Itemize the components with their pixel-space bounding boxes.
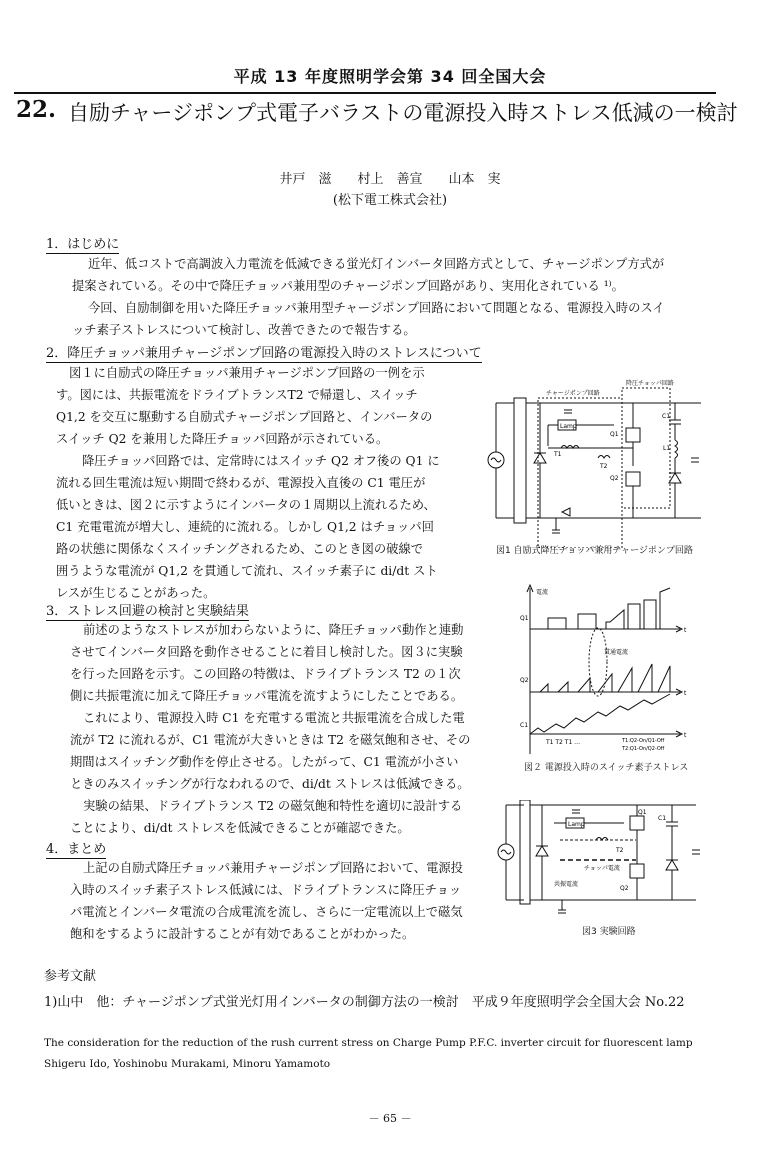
s1-line: 今回、自励制御を用いた降圧チョッパ兼用型チャージポンプ回路において問題となる、電源投入時のスイ (88, 301, 665, 315)
s1-line: ッチ素子ストレスについて検討し、改善できたので報告する。 (72, 323, 416, 337)
s2-line: C1 充電電流が増大し、連続的に流れる。しかし Q1,2 はチョッパ回 (56, 520, 434, 534)
s4-line: 入時のスイッチ素子ストレス低減には、ドライブトランスに降圧チョッ (70, 883, 462, 897)
s3-line: 側に共振電流に加えて降圧チョッパ電流を流すようにしたことである。 (70, 689, 464, 703)
fig1-lamp-label: Lamp (560, 423, 577, 430)
s2-line: Q1,2 を交互に駆動する自励式チャージポンプ回路と、インバータの (56, 410, 433, 424)
section-1-heading: 1．はじめに (46, 233, 119, 254)
fig3-t2-label: T2 (616, 847, 624, 854)
fig1-q1-label: Q1 (610, 431, 619, 438)
s3-line: ことにより、di/dt ストレスを低減できることが確認できた。 (70, 821, 410, 835)
reference-item: 1)山中 他：チャージポンプ式蛍光灯用インバータの制御方法の一検討 平成９年度照明学会全国大会 No.22 (44, 995, 685, 1010)
fig1-t2-label: T2 (600, 463, 608, 470)
fig2-q1-label: Q1 (520, 615, 529, 622)
section-2-heading: 2．降圧チョッパ兼用チャージポンプ回路の電源投入時のストレスについて (46, 342, 482, 363)
figure-3-circuit (496, 800, 720, 920)
fig3-c1-label: C1 (658, 815, 667, 822)
s3-line: これにより、電源投入時 C1 を充電する電流と共振電流を合成した電 (83, 711, 465, 725)
fig3-q2-label: Q2 (620, 885, 629, 892)
conference-header: 平成 13 年度照明学会第 34 回全国大会 (233, 67, 547, 86)
s2-line: 囲うような電流が Q1,2 を貫通して流れ、スイッチ素子に di/dt スト (56, 564, 438, 578)
s2-line: 図１に自励式の降圧チョッパ兼用チャージポンプ回路の一例を示 (69, 366, 425, 380)
paper-title: 自励チャージポンプ式電子バラストの電源投入時ストレス低減の一検討 (68, 101, 738, 125)
fig2-t-label-3: t (684, 732, 687, 739)
s2-line: 流れる回生電流は短い期間で終わるが、電源投入直後の C1 電圧が (56, 476, 426, 490)
title-rule (14, 92, 716, 94)
s2-line: す。図には、共振電流をドライブトランスT2 で帰還し、スイッチ (56, 388, 418, 402)
diode-icon (536, 846, 548, 856)
s2-line: 路の状態に関係なくスイッチングされるため、このとき図の破線で (56, 542, 424, 556)
fig1-label-chargepump: チャージポンプ回路 (546, 390, 600, 397)
fig2-t-label-2: t (684, 690, 687, 697)
fig1-label-chopper: 降圧チョッパ回路 (626, 380, 674, 387)
section-4-body (70, 857, 463, 945)
diode-icon (534, 453, 546, 463)
s2-line: 低いときは、図２に示すようにインバータの１周期以上流れるため、 (56, 498, 436, 512)
s3-line: させてインバータ回路を動作させることに着目し検討した。図３に実験 (70, 645, 463, 659)
s1-line: 提案されている。その中で降圧チョッパ兼用型のチャージポンプ回路があり、実用化されている ¹⁾。 (72, 279, 624, 293)
figure-1-caption: 図1 自励式降圧チョッパ兼用チャージポンプ回路 (496, 546, 693, 556)
fig2-c1-label: C1 (520, 722, 529, 729)
references-heading: 参考文献 (44, 969, 97, 984)
s4-line: パ電流とインバータ電流の合成電流を流し、さらに一定電流以上で磁気 (70, 905, 463, 919)
s3-line: 流が T2 に流れるが、C1 電流が大きいときは T2 を磁気飽和させ、その (70, 733, 471, 747)
paper-number: 22. (16, 96, 57, 123)
s2-line: レスが生じることがあった。 (56, 586, 216, 600)
page-number: － 65 － (368, 1112, 412, 1125)
fig2-through-current: 貫通電流 (604, 649, 629, 656)
affiliation: (松下電工株式会社) (332, 193, 448, 208)
figure-2-waveforms (518, 582, 692, 762)
s3-line: 期間はスイッチング動作を停止させる。したがって、C1 電流が小さい (70, 755, 459, 769)
fig3-lamp-label: Lamp (568, 821, 585, 828)
fig1-t1-label: T1 (554, 451, 562, 458)
s4-line: 上記の自励式降圧チョッパ兼用チャージポンプ回路において、電源投 (83, 861, 463, 875)
figure-3-caption: 図3 実験回路 (582, 927, 636, 937)
fig1-q2-label: Q2 (610, 475, 619, 482)
fig3-q1-label: Q1 (638, 809, 647, 816)
figure-1-circuit (486, 378, 716, 548)
fig3-chopper-current: チョッパ電流 (584, 865, 620, 872)
fig1-c1-label: C1 (662, 413, 671, 420)
s4-line: 飽和をするように設計することが有効であることがわかった。 (70, 927, 415, 941)
s3-line: 前述のようなストレスが加わらないように、降圧チョッパ動作と連動 (83, 623, 464, 637)
fig2-note-1: T1:Q2-On/Q1-Off (622, 738, 665, 744)
s2-line: 降圧チョッパ回路では、定常時にはスイッチ Q2 オフ後の Q1 に (82, 454, 440, 468)
fig1-l1-label: L1 (663, 445, 671, 452)
fig2-note-2: T2:Q1-On/Q2-Off (622, 746, 665, 752)
fig2-t-label-1: t (684, 627, 687, 634)
fig3-resonant-current: 共振電流 (554, 881, 579, 888)
fig2-q2-label: Q2 (520, 677, 529, 684)
fig2-time-ticks: T1 T2 T1 … (546, 739, 581, 746)
section-4-heading: 4．まとめ (46, 838, 106, 859)
english-authors: Shigeru Ido, Yoshinobu Murakami, Minoru Yamamoto (44, 1058, 331, 1070)
s3-line: を行った回路を示す。この回路の特徴は、ドライブトランス T2 の１次 (70, 667, 461, 681)
s3-line: ときのみスイッチングが行なわれるので、di/dt ストレスは低減できる。 (70, 777, 470, 791)
fig2-y-label: 電流 (536, 589, 549, 596)
s1-line: 近年、低コストで高調波入力電流を低減できる蛍光灯インバータ回路方式として、チャージポンプ方式が (88, 257, 665, 271)
figure-2-caption: 図２ 電源投入時のスイッチ素子ストレス (524, 763, 689, 773)
authors: 井戸 滋 村上 善宣 山本 実 (279, 172, 501, 187)
section-3-heading: 3．ストレス回避の検討と実験結果 (46, 600, 249, 621)
s2-line: スイッチ Q2 を兼用した降圧チョッパ回路が示されている。 (56, 432, 389, 446)
section-3-body (70, 619, 470, 839)
s3-line: 実験の結果、ドライブトランス T2 の磁気飽和特性を適切に設計する (83, 799, 463, 813)
english-title: The consideration for the reduction of the rush current stress on Charge Pump P.F.C. inverter circuit for fluorescent lamp (44, 1037, 693, 1049)
section-1-body (42, 253, 665, 341)
section-2-body (56, 362, 440, 604)
